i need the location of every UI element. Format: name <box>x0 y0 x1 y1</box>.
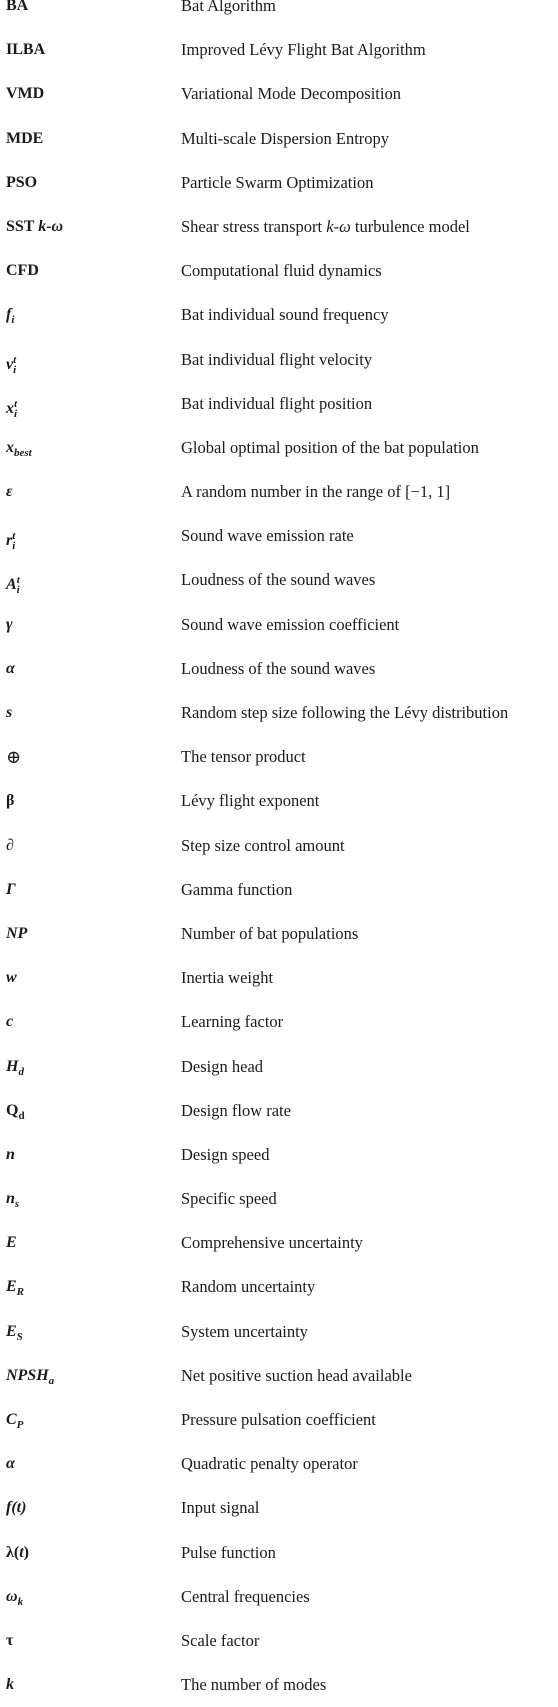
table-row <box>0 117 558 161</box>
row-description: Quadratic penalty operator <box>181 1454 358 1474</box>
row-symbol: $x_{best}$ <box>6 438 32 459</box>
table-row <box>0 1531 558 1575</box>
table-row <box>0 779 558 823</box>
row-description: Scale factor <box>181 1630 260 1650</box>
row-symbol: PSO <box>6 173 38 191</box>
row-description: Design speed <box>181 1144 270 1164</box>
row-symbol: α <box>6 1455 15 1473</box>
table-row <box>0 824 558 868</box>
row-symbol: ε <box>6 483 13 501</box>
row-symbol: $f_i$ <box>6 306 15 327</box>
table-row <box>0 1486 558 1530</box>
row-symbol: $NPSH_a$ <box>6 1366 55 1387</box>
row-description: Pulse function <box>181 1542 276 1562</box>
table-row <box>0 28 558 72</box>
row-symbol: $x_i^t$ <box>6 397 18 420</box>
row-description: Bat individual sound frequency <box>181 305 389 325</box>
table-row <box>0 205 558 249</box>
table-row <box>0 735 558 779</box>
table-row <box>0 1663 558 1707</box>
row-symbol: BA <box>6 0 29 14</box>
row-symbol: $A_i^t$ <box>6 574 20 597</box>
row-symbol: f(t) <box>6 1499 27 1517</box>
row-description: Net positive suction head available <box>181 1365 412 1385</box>
table-row <box>0 0 558 28</box>
row-symbol: E <box>6 1234 17 1252</box>
row-symbol: $r_i^t$ <box>6 530 16 553</box>
row-description: Variational Mode Decomposition <box>181 84 401 104</box>
row-symbol: β <box>6 792 15 810</box>
row-description: Improved Lévy Flight Bat Algorithm <box>181 40 426 60</box>
row-symbol: $E_R$ <box>6 1278 25 1299</box>
row-symbol: ∂ <box>6 836 14 854</box>
row-description: Bat individual flight position <box>181 393 373 413</box>
row-description: Design flow rate <box>181 1100 291 1120</box>
table-row <box>0 514 558 558</box>
row-symbol: τ <box>6 1631 14 1649</box>
row-description: A random number in the range of [−1, 1] <box>181 482 451 502</box>
table-row <box>0 647 558 691</box>
table-row <box>0 249 558 293</box>
table-row <box>0 956 558 1000</box>
row-symbol: VMD <box>6 85 45 103</box>
table-row <box>0 1000 558 1044</box>
row-description: Sound wave emission rate <box>181 526 354 546</box>
table-row <box>0 470 558 514</box>
table-row <box>0 1619 558 1663</box>
row-description: Particle Swarm Optimization <box>181 172 374 192</box>
table-row <box>0 161 558 205</box>
row-symbol: MDE <box>6 129 44 147</box>
row-description: Loudness of the sound waves <box>181 658 376 678</box>
row-symbol: s <box>6 704 13 721</box>
row-symbol: ILBA <box>6 41 46 59</box>
table-row <box>0 1442 558 1486</box>
row-description: Random uncertainty <box>181 1277 316 1297</box>
row-description: Step size control amount <box>181 835 345 855</box>
row-description: Design head <box>181 1056 264 1076</box>
row-description: Input signal <box>181 1498 260 1518</box>
row-symbol: SST k-ω <box>6 217 64 235</box>
table-row <box>0 338 558 382</box>
row-symbol: Γ <box>6 880 16 898</box>
row-description: Specific speed <box>181 1189 277 1209</box>
table-row <box>0 293 558 337</box>
row-description: Lévy flight exponent <box>181 791 320 811</box>
row-description: System uncertainty <box>181 1321 308 1341</box>
table-row <box>0 1133 558 1177</box>
row-symbol: $C_P$ <box>6 1411 24 1431</box>
row-description: Learning factor <box>181 1012 284 1032</box>
table-row <box>0 912 558 956</box>
row-description: Sound wave emission coefficient <box>181 614 400 634</box>
row-symbol: $H_d$ <box>6 1057 24 1078</box>
row-symbol: $E_S$ <box>6 1322 23 1343</box>
row-description: Random step size following the Lévy distribution <box>181 703 509 722</box>
row-description: Global optimal position of the bat population <box>181 437 479 457</box>
row-symbol: λ(t) <box>6 1543 29 1561</box>
table-row <box>0 1221 558 1265</box>
row-description: Comprehensive uncertainty <box>181 1233 363 1253</box>
row-symbol: NP <box>6 924 28 942</box>
table-row <box>0 603 558 647</box>
table-row <box>0 1575 558 1619</box>
row-description: Computational fluid dynamics <box>181 261 382 281</box>
row-description: Number of bat populations <box>181 923 359 943</box>
row-description: The number of modes <box>181 1675 327 1695</box>
row-description: The tensor product <box>181 747 306 767</box>
table-row <box>0 426 558 470</box>
table-row <box>0 72 558 116</box>
table-row <box>0 1265 558 1309</box>
table-row <box>0 382 558 426</box>
row-description: Shear stress transport k-ω turbulence model <box>181 216 470 236</box>
row-symbol: CFD <box>6 262 39 280</box>
row-symbol: $n_s$ <box>6 1190 20 1211</box>
row-description: Gamma function <box>181 879 293 899</box>
table-row <box>0 691 558 735</box>
row-symbol: c <box>6 1013 14 1031</box>
row-symbol: $v_i^t$ <box>6 353 17 376</box>
row-symbol: $\omega_k$ <box>6 1587 24 1608</box>
table-row <box>0 1398 558 1442</box>
row-symbol: k <box>6 1676 14 1694</box>
row-symbol: w <box>6 969 17 987</box>
row-description: Loudness of the sound waves <box>181 570 376 590</box>
row-description: Bat Algorithm <box>181 0 276 15</box>
row-description: Central frequencies <box>181 1586 310 1606</box>
table-row <box>0 1177 558 1221</box>
row-symbol: n <box>6 1145 15 1163</box>
row-symbol: ⊕ <box>6 747 22 768</box>
table-row <box>0 868 558 912</box>
table-row <box>0 1354 558 1398</box>
row-symbol: α <box>6 659 15 677</box>
row-symbol: $Q_d$ <box>6 1101 25 1122</box>
table-row <box>0 1089 558 1133</box>
table-row <box>0 558 558 602</box>
table-row <box>0 1310 558 1354</box>
row-description: Multi-scale Dispersion Entropy <box>181 128 390 148</box>
table-row <box>0 1045 558 1089</box>
row-description: Inertia weight <box>181 968 274 988</box>
row-symbol: γ <box>6 615 13 633</box>
row-description: Pressure pulsation coefficient <box>181 1410 376 1429</box>
row-description: Bat individual flight velocity <box>181 349 373 369</box>
